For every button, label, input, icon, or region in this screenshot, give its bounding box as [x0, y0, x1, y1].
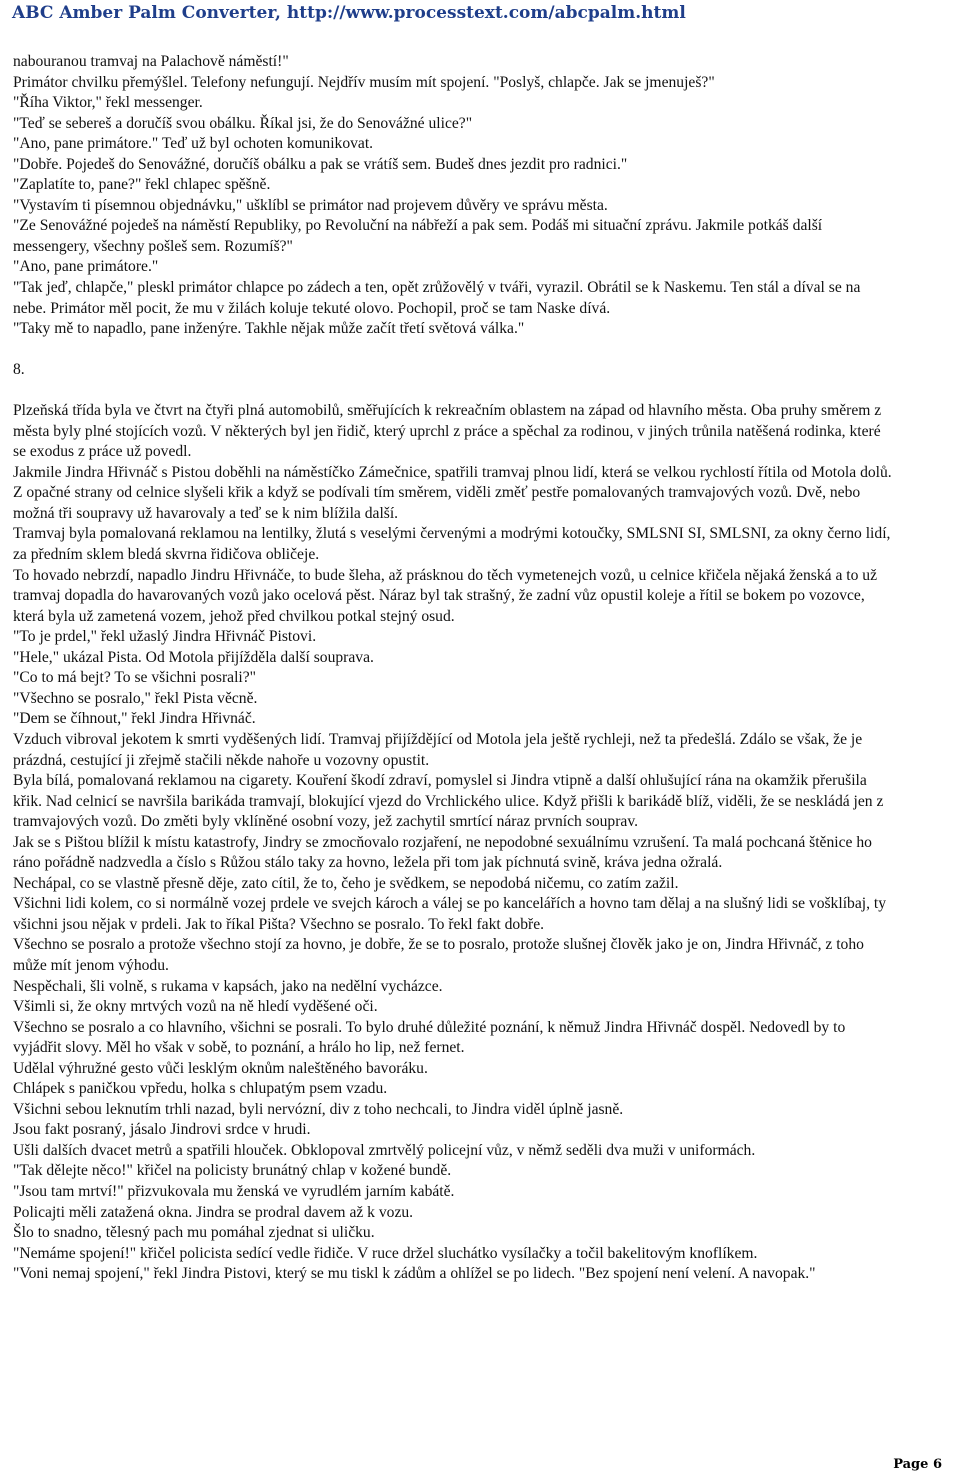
- paragraph: Jakmile Jindra Hřivnáč s Pistou doběhli na náměstíčko Zámečnice, spatřili tramvaj plnou lidí, která se velkou rychlostí řítila od Motola dolů.: [13, 463, 892, 481]
- paragraph: "Hele," ukázal Pista. Od Motola přijížděla další souprava.: [13, 648, 374, 666]
- paragraph: Všechno se posralo a co hlavního, všichni se posrali. To bylo druhé důležité poznání, k němuž Jindra Hřivnáč dospěl. Nedovedl by to vyjádřit slovy. Měl ho však v sobě, to poznání, a hrálo ho lip, než fernet.: [13, 1018, 846, 1057]
- paragraph: "Teď se sebereš a doručíš svou obálku. Říkal jsi, že do Senovážné ulice?": [13, 114, 473, 132]
- paragraph: "Tak dělejte něco!" křičel na policisty brunátný chlap v kožené bundě.: [13, 1162, 452, 1180]
- paragraph: "Ano, pane primátore.": [13, 258, 159, 276]
- paragraph: Jak se s Pištou blížil k místu katastrofy, Jindry se zmocňovalo rozjaření, ne nepodobné sexuálnímu vzrušení. Ta malá pochcaná štěnice ho ráno pořádně nadzvedla a číslo s Růžou stálo taky za hovno, ležela při tom jak píchnutá svině, kráva jedna ožralá.: [13, 833, 872, 872]
- paragraph: "Všechno se posralo," řekl Pista věcně.: [13, 689, 258, 707]
- paragraph: "Dobře. Pojedeš do Senovážné, doručíš obálku a pak se vrátíš sem. Budeš dnes jezdit pro radnici.": [13, 155, 628, 173]
- paragraph: Plzeňská třída byla ve čtvrt na čtyři plná automobilů, směřujících k rekreačním oblastem na západ od hlavního města. Oba pruhy směrem z města byly plné stojících vozů. V některých byl jen řidič, který uprchl z práce a spěchal za rodinou, v jiných trůnila natěšená rodinka, které se exodus z práce už povedl.: [13, 402, 882, 461]
- paragraph: Nespěchali, šli volně, s rukama v kapsách, jako na nedělní vycházce.: [13, 977, 443, 995]
- paragraph: Chlápek s paničkou vpředu, holka s chlupatým psem vzadu.: [13, 1080, 388, 1098]
- paragraph: "Nemáme spojení!" křičel policista sedící vedle řidiče. V ruce držel sluchátko vysílačky a točil bakelitovým knoflíkem.: [13, 1244, 758, 1262]
- converter-header: ABC Amber Palm Converter, http://www.processtext.com/abcpalm.html: [12, 3, 686, 23]
- paragraph: Udělal výhružné gesto vůči lesklým oknům naleštěného bavoráku.: [13, 1059, 428, 1077]
- paragraph: Všechno se posralo a protože všechno stojí za hovno, je dobře, že se to posralo, protože slušnej člověk jako je on, Jindra Hřivnáč, z toho může mít jenom výhodu.: [13, 936, 864, 974]
- chapter-number: 8.: [13, 361, 25, 379]
- paragraph: Všimli si, že okny mrtvých vozů na ně hledí vyděšené oči.: [13, 998, 378, 1016]
- paragraph: "Říha Viktor," řekl messenger.: [13, 94, 203, 112]
- paragraph: Byla bílá, pomalovaná reklamou na cigarety. Kouření škodí zdraví, pomyslel si Jindra vtipně a další ohlušující rána na okamžik přerušila křik. Nad celnicí se navršila barikáda tramvají, blokující vjezd do Vrchlického ulice. Když přišli k barikádě blíž, viděli, že se neskládá jen z tramvajových vozů. Do změti byly vklíněné osobní vozy, jež zachytil smrtící náraz prvních souprav.: [13, 772, 884, 831]
- paragraph: To hovado nebrzdí, napadlo Jindru Hřivnáče, to bude šleha, až prásknou do těch vymetenejch vozů, u celnice křičela nějaká ženská a to už tramvaj dopadla do havarovaných vozů jako ocelová pěst. Náraz byl tak strašný, že zadní vůz opustil koleje a řítil se bokem po vozovce, která byla už zametená vozem, jehož před chvilkou potkal stejný osud.: [13, 566, 878, 625]
- paragraph: "Vystavím ti písemnou objednávku," ušklíbl se primátor nad projevem důvěry ve správu města.: [13, 196, 608, 214]
- paragraph: Tramvaj byla pomalovaná reklamou na lentilky, žlutá s veselými červenými a modrými kotoučky, SMLSNI SI, SMLSNI, za okny černo lidí, za předním sklem bledá skvrna řidičova obličeje.: [13, 525, 891, 564]
- paragraph: "Tak jeď, chlapče," pleskl primátor chlapce po zádech a ten, opět zrůžovělý v tváři, vyrazil. Obrátil se k Naskemu. Ten stál a díval se na nebe. Primátor měl pocit, že mu v žilách koluje tekuté olovo. Pochopil, proč se tam Naske dívá.: [13, 279, 861, 317]
- paragraph: "Ano, pane primátore." Teď už byl ochoten komunikovat.: [13, 135, 374, 153]
- paragraph: "Jsou tam mrtví!" přizvukovala mu ženská ve vyrudlém jarním kabátě.: [13, 1182, 455, 1200]
- paragraph: "Zaplatíte to, pane?" řekl chlapec spěšně.: [13, 176, 271, 194]
- paragraph: "Taky mě to napadlo, pane inženýre. Takhle nějak může začít třetí světová válka.": [13, 320, 525, 338]
- paragraph: Jsou fakt posraný, jásalo Jindrovi srdce v hrudi.: [13, 1121, 311, 1139]
- paragraph: Všichni lidi kolem, co si normálně vozej prdele ve svejch károch a válej se po kancelářích a hovno tam dělaj a na slušný lidi se vošklíbaj, ty všichni jsou nějak v prdeli. Jak to říkal Pišta? Všechno se posralo. To řekl fakt dobře.: [13, 895, 886, 933]
- paragraph: Nechápal, co se vlastně přesně děje, zato cítil, že to, čeho je svědkem, se nepodobá ničemu, co zatím zažil.: [13, 874, 679, 892]
- paragraph: Policajti měli zatažená okna. Jindra se prodral davem až k vozu.: [13, 1203, 414, 1221]
- page-number: Page 6: [893, 1457, 942, 1472]
- paragraph: nabouranou tramvaj na Palachově náměstí!": [13, 53, 289, 70]
- paragraph: "Co to má bejt? To se všichni posrali?": [13, 669, 257, 687]
- section-1: [13, 52, 893, 340]
- paragraph: Všichni sebou leknutím trhli nazad, byli nervózní, div z toho nechcali, to Jindra viděl úplně jasně.: [13, 1100, 624, 1118]
- paragraph: Vzduch vibroval jekotem k smrti vyděšených lidí. Tramvaj přijíždějící od Motola jela ještě rychleji, než ta předešlá. Zdálo se však, že je prázdná, cestující ji zřejmě stačili někde nahoře u vozovny opustit.: [13, 730, 863, 769]
- paragraph: "Voni nemaj spojení," řekl Jindra Pistovi, který se mu tiskl k zádům a ohlížel se po lidech. "Bez spojení není velení. A navopak.": [13, 1265, 816, 1283]
- section-2: [13, 401, 893, 1285]
- document-body: [13, 52, 893, 1285]
- paragraph: "Ze Senovážné pojedeš na náměstí Republiky, po Revoluční na nábřeží a pak sem. Podáš mi situační zprávu. Jakmile potkáš další messengery, všechny pošleš sem. Rozumíš?": [13, 217, 823, 255]
- paragraph: Ušli dalších dvacet metrů a spatřili hlouček. Obklopoval zmrtvělý policejní vůz, v němž seděli dva muži v uniformách.: [13, 1141, 756, 1159]
- paragraph: Z opačné strany od celnice slyšeli křik a když se podívali tím směrem, viděli změť pestře pomalovaných tramvajových vozů. Dvě, nebo možná tři soupravy už havarovaly a teď se k nim blížila další.: [13, 484, 861, 522]
- paragraph: "Dem se číhnout," řekl Jindra Hřivnáč.: [13, 710, 256, 728]
- paragraph: Šlo to snadno, tělesný pach mu pomáhal zjednat si uličku.: [13, 1224, 375, 1242]
- paragraph: Primátor chvilku přemýšlel. Telefony nefungují. Nejdřív musím mít spojení. "Poslyš, chlapče. Jak se jmenuješ?": [13, 73, 715, 91]
- paragraph: "To je prdel," řekl užaslý Jindra Hřivnáč Pistovi.: [13, 628, 317, 646]
